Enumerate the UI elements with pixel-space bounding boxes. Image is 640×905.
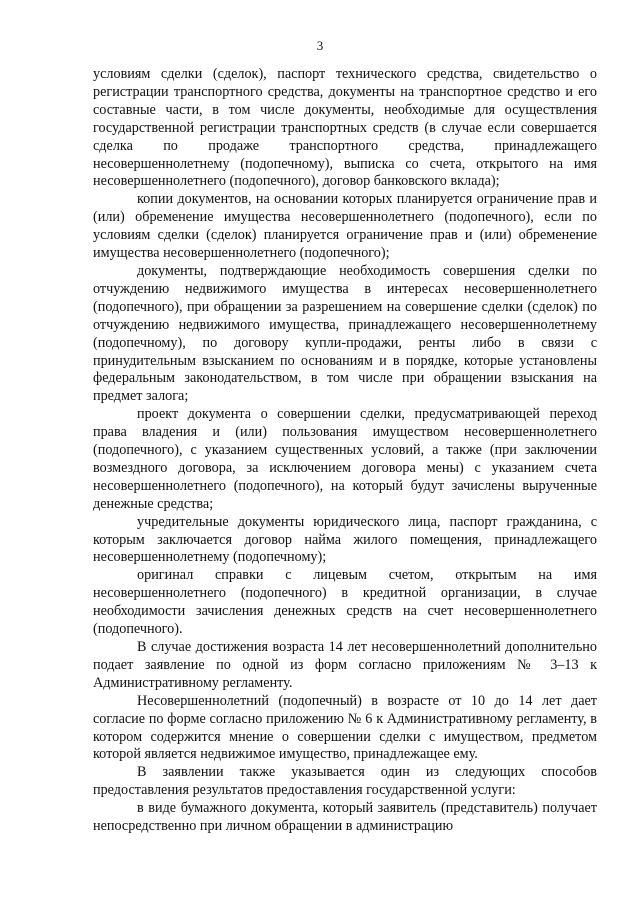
paragraph: Несовершеннолетний (подопечный) в возрасте от 10 до 14 лет дает согласие по форме согласно приложению № 6 к Административному регламенту, в котором содержится мнение о совершении сделки с имуществом, предметом которой является недвижимое имущество, принадлежащее ему. [93,692,597,763]
paragraph: оригинал справки с лицевым счетом, открытым на имя несовершеннолетнего (подопечного) в кредитной организации, в случае необходимости зачисления денежных средств на счет несовершеннолетнего (подопечного). [93,567,597,638]
paragraph: В случае достижения возраста 14 лет несовершеннолетний дополнительно подает заявление по одной из форм согласно приложениям № 3–13 к Административному регламенту. [93,639,597,691]
page-number: 3 [316,38,324,53]
paragraph: учредительные документы юридического лица, паспорт гражданина, с которым заключается договор найма жилого помещения, принадлежащего несовершеннолетнему (подопечному); [93,513,597,566]
paragraph: в виде бумажного документа, который заявитель (представитель) получает непосредственно при личном обращении в администрацию [93,800,597,835]
paragraph: В заявлении также указывается один из следующих способов предоставления результатов предоставления государственной услуги: [93,764,597,799]
paragraph: документы, подтверждающие необходимость совершения сделки по отчуждению недвижимого имущества в интересах несовершеннолетнего (подопечного), при обращении за разрешением на совершение сделки (сделок) по отчуждению недвижимого имущества, принадлежащего несовершеннолетнему (подопечному), по договору купли-продажи, ренты либо в связи с принудительным взысканием по основаниям и в порядке, которые установлены федеральным законодательством, в том числе при обращении взыскания на предмет залога; [93,262,597,405]
document-body [93,66,597,836]
paragraph: проект документа о совершении сделки, предусматривающей переход права владения и (или) пользования имуществом несовершеннолетнего (подопечного), с указанием существенных условий, а также (при заключении возмездного договора, за исключением договора мены) с указанием счета несовершеннолетнего (подопечного), на который будут зачислены вырученные денежные средства; [93,406,597,512]
paragraph: условиям сделки (сделок), паспорт технического средства, свидетельство о регистрации транспортного средства, документы на транспортное средство и его составные части, в том числе документы, необходимые для осуществления государственной регистрации транспортных средств (в случае если совершается сделка по продаже транспортного средства, принадлежащего несовершеннолетнему (подопечному), выписка со счета, открытого на имя несовершеннолетнего (подопечного), договор банковского вклада); [93,66,597,190]
paragraph: копии документов, на основании которых планируется ограничение прав и (или) обременение имущества несовершеннолетнего (подопечного), если по условиям сделки (сделок) планируется ограничение прав и (или) обременение имущества несовершеннолетнего (подопечного); [93,191,597,262]
